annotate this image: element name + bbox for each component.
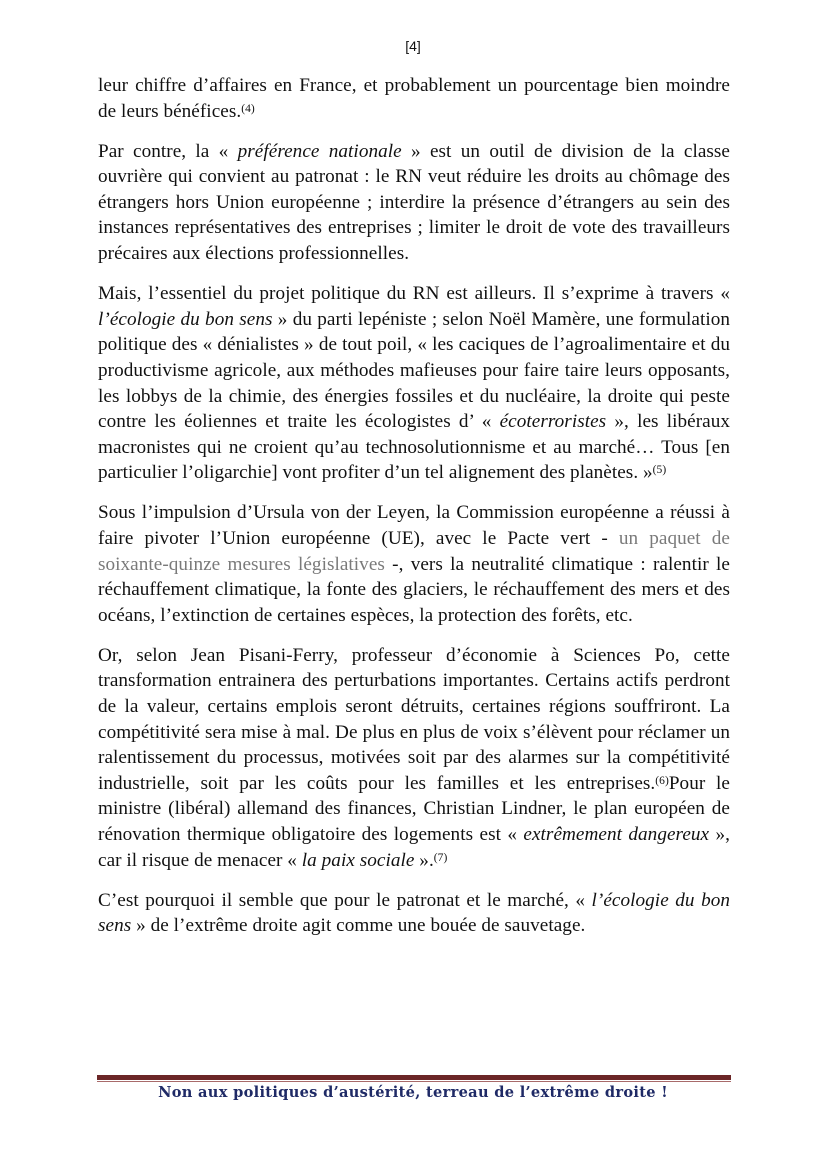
footnote-ref-4[interactable]: (4) — [241, 102, 255, 115]
paragraph-text: leur chiffre d’affaires en France, et probablement un pourcentage bien moindre de leurs bénéfices. — [98, 75, 730, 122]
document-body — [98, 73, 730, 953]
paragraph-text: Pour le ministre (libéral) allemand des finances, Christian Lindner, le plan européen de rénovation thermique obligatoire des logements est « — [98, 772, 730, 846]
page-number: [4] — [405, 38, 421, 54]
paragraph-text: », les libéraux macronistes qui ne croient qu’au technosolutionnisme et au marché… Tous [en particulier l’oligarchie] vont profiter d’un tel alignement des planètes. » — [98, 411, 730, 484]
paragraph-text: Sous l’impulsion d’Ursula von der Leyen, la Commission européenne a réussi à faire pivoter l’Union européenne (UE), avec le Pacte vert - — [98, 502, 730, 549]
italic-quote: extrêmement dangereux — [523, 824, 710, 846]
footnote-ref-7[interactable]: (7) — [433, 851, 448, 864]
footer-slogan: Non aux politiques d’austérité, terreau de l’extrême droite ! — [158, 1084, 668, 1101]
paragraph-5 — [98, 643, 730, 873]
italic-quote: préférence nationale — [237, 140, 402, 162]
italic-quote: l’écologie du bon sens — [98, 889, 730, 937]
paragraph-1 — [98, 73, 730, 124]
paragraph-text: C’est pourquoi il semble que pour le patronat et le marché, « — [98, 889, 592, 911]
paragraph-text: », car il risque de menacer « — [98, 824, 731, 871]
footnote-ref-6[interactable]: (6) — [655, 774, 669, 787]
paragraph-2 — [98, 139, 730, 267]
paragraph-text: Mais, l’essentiel du projet politique du RN est ailleurs. Il s’exprime à travers « — [98, 283, 730, 305]
italic-quote: l’écologie du bon sens — [98, 308, 273, 330]
paragraph-text: ». — [414, 849, 434, 871]
footnote-ref-5[interactable]: (5) — [652, 464, 667, 477]
paragraph-3 — [98, 281, 730, 486]
paragraph-6 — [98, 888, 730, 939]
footer-divider — [97, 1075, 731, 1082]
paragraph-text: » de l’extrême droite agit comme une bouée de sauvetage. — [131, 915, 586, 937]
paragraph-text: Or, selon Jean Pisani-Ferry, professeur d’économie à Sciences Po, cette transformation entrainera des perturbations importantes. Certains actifs perdront de la valeur, certains emplois seront détruits, certaines régions souffriront. La compétitivité sera mise à mal. De plus en plus de voix s’élèvent pour réclamer un ralentissement du processus, motivées soit par des alarmes sur la compétitivité industrielle, soit par les coûts pour les familles et les entreprises. — [98, 644, 730, 794]
footer-divider-thin — [97, 1081, 731, 1082]
paragraph-text: -, vers la neutralité climatique : ralentir le réchauffement climatique, la fonte des glaciers, le réchauffement des mers et des océans, l’extinction de certaines espèces, la protection des forêts, etc. — [98, 553, 730, 626]
paragraph-4 — [98, 500, 730, 628]
pacte-vert-link[interactable]: un paquet de soixante-quinze mesures législatives — [98, 528, 730, 575]
paragraph-text: » du parti lepéniste ; selon Noël Mamère, une formulation politique des « dénialistes » de tout poil, « les caciques de l’agroalimentaire et du productivisme agricole, aux méthodes mafieuses pour faire taire leurs opposants, les lobbys de la chimie, des énergies fossiles et du nucléaire, la droite qui peste contre les éoliennes et traite les écologistes d’ « — [98, 308, 730, 433]
paragraph-text: » est un outil de division de la classe ouvrière qui convient au patronat : le RN veut réduire les droits au chômage des étrangers hors Union européenne ; interdire la présence d’étrangers au sein des instances représentatives des entreprises ; limiter le droit de vote des travailleurs précaires aux élections professionnelles. — [98, 140, 730, 265]
italic-quote: écoterroristes — [499, 411, 607, 433]
paragraph-text: Par contre, la « — [98, 140, 238, 162]
italic-quote: la paix sociale — [301, 849, 415, 871]
